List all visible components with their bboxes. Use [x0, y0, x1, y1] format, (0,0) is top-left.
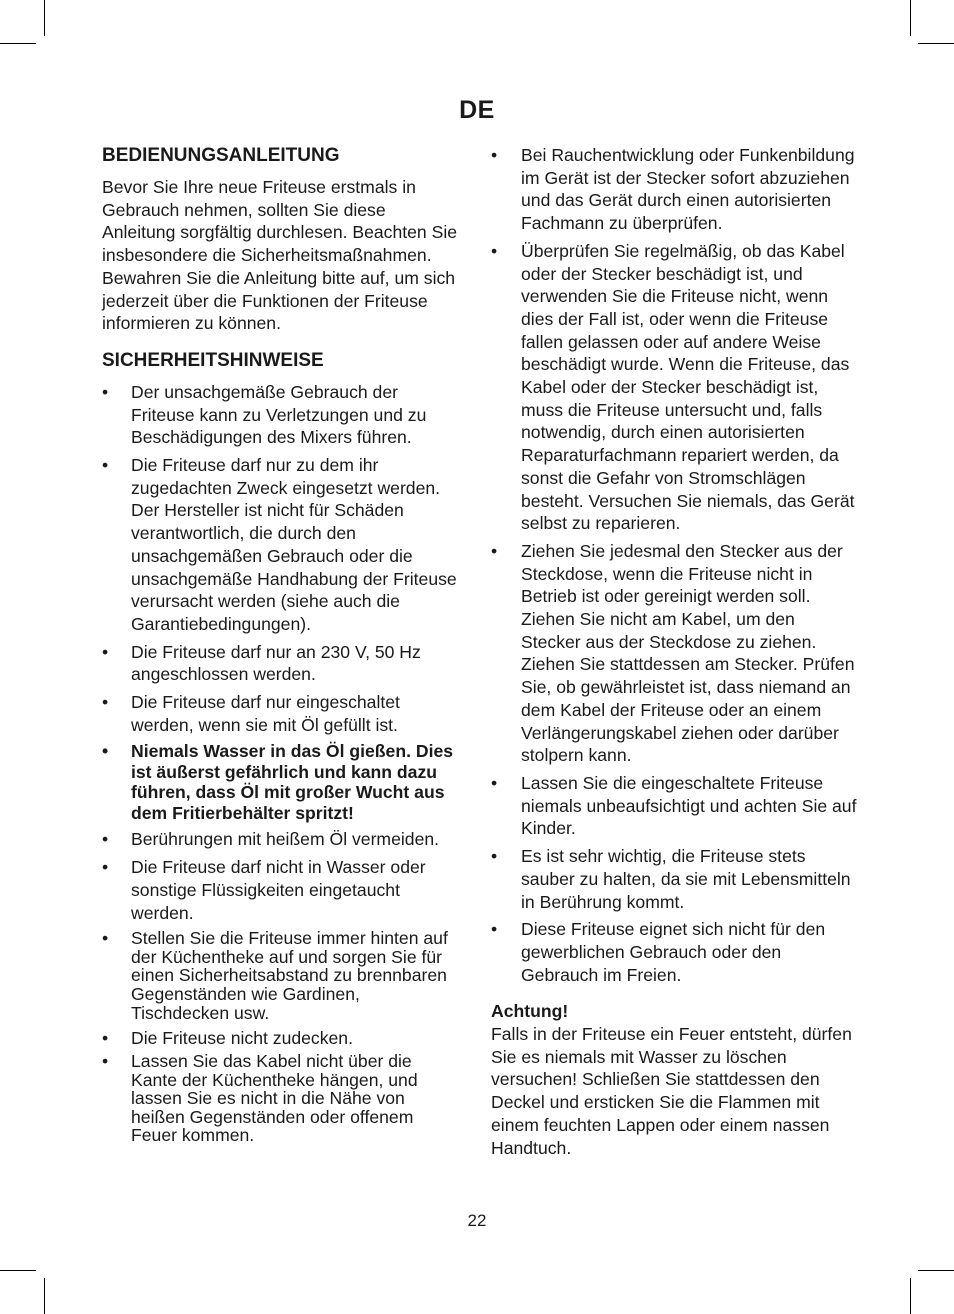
list-item-text: Die Friteuse darf nur zu dem ihr zugedachten Zweck eingesetzt werden. Der Hersteller ist nicht für Schäden verantwortlich, die durch den unsachgemäßen Gebrauch oder die unsachgemäße Handhabung der Friteuse verursacht werden (siehe auch die Garantiebedingungen).	[131, 455, 457, 634]
safety-list	[102, 381, 462, 1145]
list-item-text: Die Friteuse darf nur an 230 V, 50 Hz angeschlossen werden.	[131, 641, 421, 685]
bullet-icon: •	[491, 145, 498, 165]
list-item-text: Die Friteuse nicht zudecken.	[131, 1028, 353, 1049]
list-item-text: Bei Rauchentwicklung oder Funkenbildung im Gerät ist der Stecker sofort abzuziehen und das Gerät durch einen autorisierten Fachmann zu überprüfen.	[521, 145, 855, 234]
crop-mark	[910, 1278, 911, 1314]
bullet-icon: •	[102, 692, 109, 713]
safety-list-continued	[491, 144, 859, 986]
bullet-icon: •	[102, 455, 109, 476]
list-item-text: Diese Friteuse eignet sich nicht für den gewerblichen Gebrauch oder den Gebrauch im Freien.	[521, 919, 826, 985]
bullet-icon: •	[491, 240, 498, 261]
bullet-icon: •	[102, 829, 109, 850]
heading-safety: SICHERHEITSHINWEISE	[102, 349, 324, 371]
warning-text: Falls in der Friteuse ein Feuer entsteht, dürfen Sie es niemals mit Wasser zu löschen versuchen! Schließen Sie stattdessen den Deckel und ersticken Sie die Flammen mit einem feuchten Lappen oder einem nassen Handtuch.	[491, 1024, 852, 1158]
list-item-text: Lassen Sie die eingeschaltete Friteuse niemals unbeaufsichtigt und achten Sie auf Kinder.	[521, 772, 857, 839]
list-item	[491, 918, 859, 986]
list-item	[102, 1027, 462, 1050]
intro-paragraph: Bevor Sie Ihre neue Friteuse erstmals in Gebrauch nehmen, sollten Sie diese Anleitung sorgfältig durchlesen. Beachten Sie insbesondere die Sicherheitsmaßnahmen. Bewahren Sie die Anleitung bitte auf, um sich jederzeit über die Funktionen der Friteuse informieren zu können.	[102, 177, 458, 334]
bullet-icon: •	[102, 741, 109, 762]
list-item	[102, 1052, 462, 1145]
crop-mark	[918, 1270, 954, 1271]
list-item	[102, 856, 462, 924]
list-item-text: Der unsachgemäße Gebrauch der Friteuse kann zu Verletzungen und zu Beschädigungen des Mixers führen.	[131, 381, 427, 448]
list-item	[491, 845, 859, 913]
bullet-icon: •	[102, 928, 109, 949]
bullet-icon: •	[102, 641, 109, 662]
list-item	[491, 772, 859, 840]
list-item	[102, 691, 462, 736]
list-item-text: Die Friteuse darf nur eingeschaltet werden, wenn sie mit Öl gefüllt ist.	[131, 692, 400, 735]
list-item-text: Niemals Wasser in das Öl gießen. Dies ist äußerst gefährlich und kann dazu führen, dass Öl mit großer Wucht aus dem Fritierbehälter spritzt!	[131, 741, 454, 823]
list-item	[491, 144, 859, 235]
bullet-icon: •	[491, 919, 498, 940]
list-item-text: Ziehen Sie jedesmal den Stecker aus der Steckdose, wenn die Friteuse nicht in Betrieb ist oder gereinigt werden soll. Ziehen Sie nicht am Kabel, um den Stecker aus der Steckdose zu ziehen. Ziehen Sie stattdessen am Stecker. Prüfen Sie, ob gewährleistet ist, dass niemand an dem Kabel der Friteuse oder an einem Verlängerungskabel ziehen oder darüber stolpern kann.	[521, 540, 855, 766]
list-item-text: Es ist sehr wichtig, die Friteuse stets sauber zu halten, da sie mit Lebensmitteln in Berührung kommt.	[521, 846, 851, 912]
bullet-icon: •	[102, 857, 109, 878]
warning-title: Achtung!	[491, 1001, 569, 1022]
bullet-icon: •	[102, 1050, 109, 1071]
list-item-warning	[102, 741, 462, 823]
bullet-icon: •	[102, 381, 109, 402]
list-item	[102, 929, 462, 1022]
bullet-icon: •	[491, 846, 498, 867]
crop-mark	[0, 1270, 36, 1271]
bullet-icon: •	[491, 772, 498, 793]
list-item-text: Die Friteuse darf nicht in Wasser oder sonstige Flüssigkeiten eingetaucht werden.	[131, 857, 426, 923]
list-item	[102, 454, 462, 636]
left-column	[102, 144, 462, 1155]
list-item	[491, 240, 859, 535]
list-item	[491, 540, 859, 767]
crop-mark	[910, 0, 911, 36]
crop-mark	[918, 43, 954, 44]
list-item-text: Überprüfen Sie regelmäßig, ob das Kabel oder der Stecker beschädigt ist, und verwenden Sie die Friteuse nicht, wenn dies der Fall ist, oder wenn die Friteuse fallen gelassen oder auf andere Weise beschädigt wurde. Wenn die Friteuse, das Kabel oder der Stecker beschädigt ist, muss die Friteuse untersucht und, falls notwendig, durch einen autorisierten Reparaturfachmann repariert werden, da sonst die Gefahr von Stromschlägen besteht. Versuchen Sie niemals, das Gerät selbst zu reparieren.	[521, 240, 855, 534]
list-item-text: Lassen Sie das Kabel nicht über die Kante der Küchentheke hängen, und lassen Sie es nicht in die Nähe von heißen Gegenständen oder offenem Feuer kommen.	[131, 1050, 418, 1146]
bullet-icon: •	[102, 1028, 109, 1049]
list-item	[102, 828, 462, 851]
bullet-icon: •	[491, 540, 498, 561]
list-item-text: Stellen Sie die Friteuse immer hinten auf der Küchentheke auf und sorgen Sie für einen Sicherheitsabstand zu brennbaren Gegenständen wie Gardinen, Tischdecken usw.	[131, 928, 448, 1023]
list-item	[102, 381, 462, 449]
crop-mark	[44, 1278, 45, 1314]
heading-manual: BEDIENUNGSANLEITUNG	[102, 145, 340, 166]
crop-mark	[44, 0, 45, 36]
page-number: 22	[467, 1211, 487, 1230]
list-item-text: Berührungen mit heißem Öl vermeiden.	[131, 829, 440, 850]
list-item	[102, 641, 462, 686]
right-column	[491, 144, 859, 1159]
crop-mark	[0, 43, 36, 44]
language-code: DE	[459, 96, 495, 124]
